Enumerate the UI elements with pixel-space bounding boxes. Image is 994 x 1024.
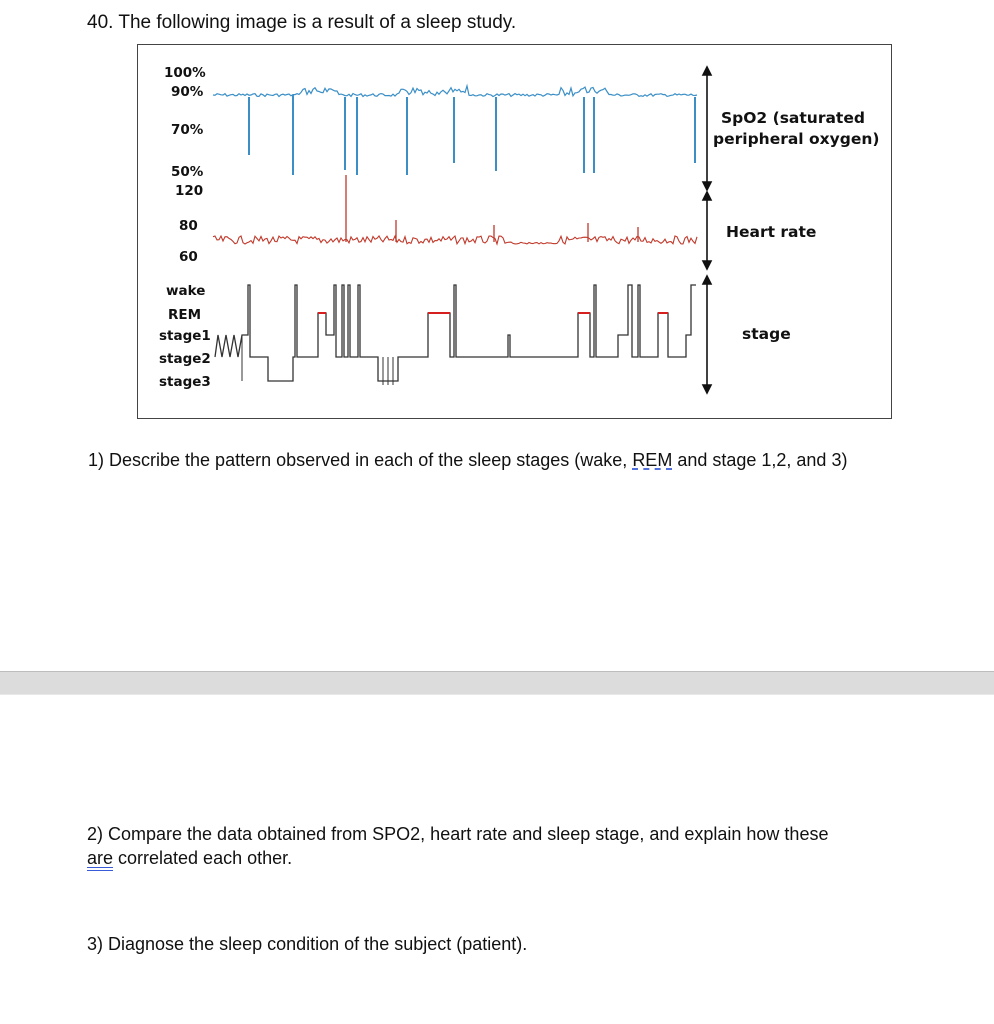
spo2-range-arrow	[703, 67, 711, 190]
heart-rate-spikes	[346, 175, 638, 242]
stage-label: stage	[742, 325, 791, 343]
heart-rate-range-arrow	[703, 192, 711, 269]
subquestion-1-rem: REM	[632, 450, 673, 470]
sleep-study-figure	[137, 44, 892, 419]
spo2-tick-70: 70%	[171, 122, 204, 138]
spo2-tick-100: 100%	[164, 65, 206, 81]
heart-rate-label: Heart rate	[726, 223, 817, 241]
question-title: 40. The following image is a result of a sleep study.	[87, 12, 517, 33]
stage-tick-rem: REM	[168, 307, 202, 323]
stage-tick-stage3: stage3	[159, 374, 211, 390]
spo2-desaturation-dips	[249, 95, 695, 175]
spo2-label-line2: peripheral oxygen)	[713, 130, 880, 148]
hr-tick-120: 120	[175, 183, 204, 199]
spo2-label-line1: SpO2 (saturated	[721, 109, 865, 127]
spo2-tick-50: 50%	[171, 164, 204, 180]
stage-tick-stage1: stage1	[159, 328, 211, 344]
subquestion-2-line2: correlated each other.	[113, 848, 293, 868]
subquestion-2-line1: 2) Compare the data obtained from SPO2, heart rate and sleep stage, and explain how these	[87, 824, 829, 844]
subquestion-1-text-a: 1) Describe the pattern observed in each of the sleep stages (wake,	[88, 450, 633, 470]
stage-tick-wake: wake	[166, 283, 206, 299]
heart-rate-trace	[213, 236, 697, 244]
subquestion-1	[88, 448, 847, 472]
subquestion-2-are: are	[87, 848, 114, 868]
subquestion-3: 3) Diagnose the sleep condition of the subject (patient).	[87, 934, 528, 954]
page-break-divider	[0, 671, 994, 695]
stage-range-arrow	[703, 276, 711, 393]
hr-tick-60: 60	[179, 249, 198, 265]
spo2-trace	[213, 86, 697, 97]
spo2-tick-90: 90%	[171, 84, 204, 100]
subquestion-1-text-b: and stage 1,2, and 3)	[672, 450, 848, 470]
stage-tick-stage2: stage2	[159, 351, 211, 367]
hypnogram-trace	[215, 285, 696, 381]
sleep-study-chart	[138, 45, 893, 420]
subquestion-2	[87, 822, 927, 870]
hr-tick-80: 80	[179, 218, 198, 234]
